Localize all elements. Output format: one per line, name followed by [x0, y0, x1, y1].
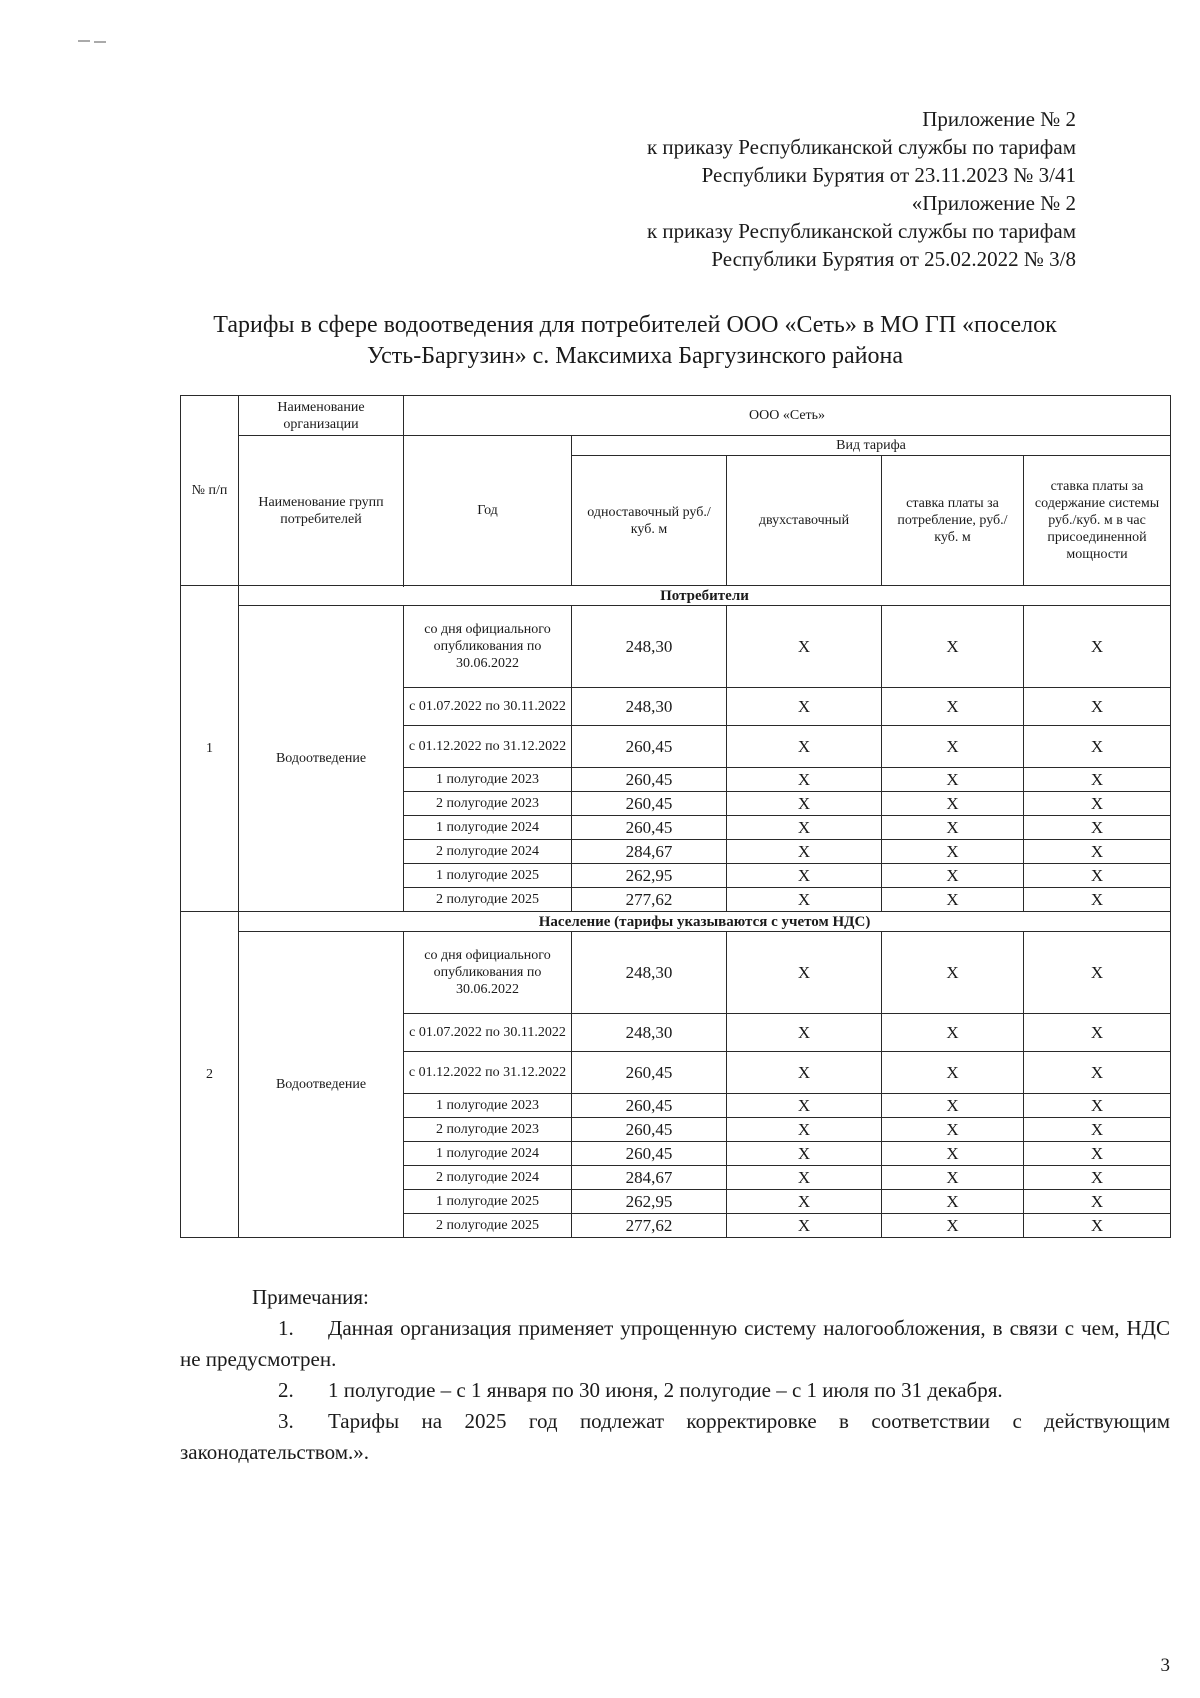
row-number: 1 [181, 586, 239, 912]
two-rate-cell: Х [727, 888, 882, 912]
single-rate-cell: 260,45 [572, 816, 727, 840]
maintenance-rate-cell: Х [1024, 1118, 1171, 1142]
period-cell: с 01.12.2022 по 31.12.2022 [404, 726, 572, 768]
consumption-rate-cell: Х [882, 688, 1024, 726]
table-row [181, 606, 1171, 688]
maintenance-rate-cell: Х [1024, 816, 1171, 840]
header-two-rate: двухставочный [727, 456, 882, 586]
page-number: 3 [1160, 1655, 1170, 1676]
maintenance-rate-cell: Х [1024, 888, 1171, 912]
maintenance-rate-cell: Х [1024, 864, 1171, 888]
header-year: Год [404, 436, 572, 586]
maintenance-rate-cell: Х [1024, 1052, 1171, 1094]
consumption-rate-cell: Х [882, 888, 1024, 912]
two-rate-cell: Х [727, 932, 882, 1014]
note-number: 1. [278, 1316, 294, 1340]
two-rate-cell: Х [727, 1094, 882, 1118]
single-rate-cell: 284,67 [572, 1166, 727, 1190]
period-cell: со дня официального опубликования по 30.06.2022 [404, 932, 572, 1014]
single-rate-cell: 262,95 [572, 864, 727, 888]
consumption-rate-cell: Х [882, 1142, 1024, 1166]
consumption-rate-cell: Х [882, 726, 1024, 768]
two-rate-cell: Х [727, 816, 882, 840]
header-consumption-rate: ставка платы за потребление, руб./ куб. м [882, 456, 1024, 586]
period-cell: 1 полугодие 2024 [404, 816, 572, 840]
table-row [181, 932, 1171, 1014]
consumption-rate-cell: Х [882, 840, 1024, 864]
maintenance-rate-cell: Х [1024, 1166, 1171, 1190]
period-cell: с 01.12.2022 по 31.12.2022 [404, 1052, 572, 1094]
two-rate-cell: Х [727, 840, 882, 864]
single-rate-cell: 260,45 [572, 792, 727, 816]
maintenance-rate-cell: Х [1024, 840, 1171, 864]
two-rate-cell: Х [727, 726, 882, 768]
period-cell: 1 полугодие 2023 [404, 1094, 572, 1118]
header-maintenance-rate: ставка платы за содержание системы руб./куб. м в час присоединенной мощности [1024, 456, 1171, 586]
consumption-rate-cell: Х [882, 816, 1024, 840]
maintenance-rate-cell: Х [1024, 1014, 1171, 1052]
two-rate-cell: Х [727, 606, 882, 688]
two-rate-cell: Х [727, 792, 882, 816]
note-text: Тарифы на 2025 год подлежат корректировке в соответствии с действующим законодательством.». [180, 1409, 1170, 1464]
two-rate-cell: Х [727, 1118, 882, 1142]
title-line-2: Усть-Баргузин» с. Максимиха Баргузинского района [367, 343, 903, 369]
single-rate-cell: 260,45 [572, 726, 727, 768]
consumption-rate-cell: Х [882, 792, 1024, 816]
document-title [170, 310, 1100, 372]
single-rate-cell: 277,62 [572, 1214, 727, 1238]
period-cell: со дня официального опубликования по 30.06.2022 [404, 606, 572, 688]
single-rate-cell: 248,30 [572, 1014, 727, 1052]
period-cell: 2 полугодие 2025 [404, 1214, 572, 1238]
single-rate-cell: 260,45 [572, 768, 727, 792]
note-number: 2. [278, 1378, 294, 1402]
consumption-rate-cell: Х [882, 1166, 1024, 1190]
header-line: к приказу Республиканской службы по тарифам [646, 219, 1076, 243]
period-cell: 2 полугодие 2023 [404, 1118, 572, 1142]
note-item [180, 1313, 1170, 1375]
consumption-rate-cell: Х [882, 1214, 1024, 1238]
consumption-rate-cell: Х [882, 1190, 1024, 1214]
period-cell: 2 полугодие 2024 [404, 1166, 572, 1190]
two-rate-cell: Х [727, 1166, 882, 1190]
single-rate-cell: 260,45 [572, 1118, 727, 1142]
single-rate-cell: 284,67 [572, 840, 727, 864]
maintenance-rate-cell: Х [1024, 1214, 1171, 1238]
period-cell: 1 полугодие 2025 [404, 1190, 572, 1214]
single-rate-cell: 277,62 [572, 888, 727, 912]
note-item [180, 1406, 1170, 1468]
section-title: Потребители [239, 586, 1171, 606]
period-cell: 2 полугодие 2024 [404, 840, 572, 864]
two-rate-cell: Х [727, 1014, 882, 1052]
period-cell: 1 полугодие 2025 [404, 864, 572, 888]
row-number: 2 [181, 912, 239, 1238]
period-cell: с 01.07.2022 по 30.11.2022 [404, 688, 572, 726]
maintenance-rate-cell: Х [1024, 1094, 1171, 1118]
single-rate-cell: 260,45 [572, 1052, 727, 1094]
maintenance-rate-cell: Х [1024, 688, 1171, 726]
period-cell: с 01.07.2022 по 30.11.2022 [404, 1014, 572, 1052]
period-cell: 1 полугодие 2023 [404, 768, 572, 792]
single-rate-cell: 248,30 [572, 606, 727, 688]
note-number: 3. [278, 1409, 294, 1433]
two-rate-cell: Х [727, 1190, 882, 1214]
maintenance-rate-cell: Х [1024, 1142, 1171, 1166]
maintenance-rate-cell: Х [1024, 932, 1171, 1014]
header-org-name: ООО «Сеть» [404, 396, 1171, 436]
maintenance-rate-cell: Х [1024, 606, 1171, 688]
appendix-header [647, 105, 1076, 273]
header-num: № п/п [181, 396, 239, 586]
header-line: Республики Бурятия от 25.02.2022 № 3/8 [711, 247, 1076, 271]
header-org-name-label: Наименование организации [239, 396, 404, 436]
consumer-group: Водоотведение [239, 606, 404, 912]
tariff-table [180, 395, 1171, 1238]
single-rate-cell: 262,95 [572, 1190, 727, 1214]
consumption-rate-cell: Х [882, 1094, 1024, 1118]
single-rate-cell: 248,30 [572, 932, 727, 1014]
header-line: к приказу Республиканской службы по тарифам [646, 135, 1076, 159]
header-group-label: Наименование групп потребителей [239, 436, 404, 586]
consumption-rate-cell: Х [882, 768, 1024, 792]
maintenance-rate-cell: Х [1024, 726, 1171, 768]
consumer-group: Водоотведение [239, 932, 404, 1238]
notes-section [180, 1282, 1170, 1468]
two-rate-cell: Х [727, 1142, 882, 1166]
header-line: Приложение № 2 [922, 107, 1076, 131]
header-line: «Приложение № 2 [911, 191, 1076, 215]
title-line-1: Тарифы в сфере водоотведения для потребителей ООО «Сеть» в МО ГП «поселок [213, 312, 1057, 338]
note-text: Данная организация применяет упрощенную систему налогообложения, в связи с чем, НДС не предусмотрен. [180, 1316, 1170, 1371]
header-tariff-type: Вид тарифа [572, 436, 1171, 456]
period-cell: 2 полугодие 2023 [404, 792, 572, 816]
section-title: Население (тарифы указываются с учетом НДС) [239, 912, 1171, 932]
consumption-rate-cell: Х [882, 864, 1024, 888]
two-rate-cell: Х [727, 1214, 882, 1238]
consumption-rate-cell: Х [882, 1014, 1024, 1052]
consumption-rate-cell: Х [882, 1052, 1024, 1094]
header-single-rate: одноставочный руб./ куб. м [572, 456, 727, 586]
consumption-rate-cell: Х [882, 1118, 1024, 1142]
note-text: 1 полугодие – с 1 января по 30 июня, 2 полугодие – с 1 июля по 31 декабря. [328, 1378, 1003, 1402]
consumption-rate-cell: Х [882, 606, 1024, 688]
two-rate-cell: Х [727, 768, 882, 792]
single-rate-cell: 260,45 [572, 1094, 727, 1118]
scan-artifact-mark [78, 38, 108, 44]
two-rate-cell: Х [727, 688, 882, 726]
single-rate-cell: 260,45 [572, 1142, 727, 1166]
period-cell: 1 полугодие 2024 [404, 1142, 572, 1166]
single-rate-cell: 248,30 [572, 688, 727, 726]
period-cell: 2 полугодие 2025 [404, 888, 572, 912]
maintenance-rate-cell: Х [1024, 1190, 1171, 1214]
consumption-rate-cell: Х [882, 932, 1024, 1014]
maintenance-rate-cell: Х [1024, 768, 1171, 792]
two-rate-cell: Х [727, 1052, 882, 1094]
notes-title: Примечания: [252, 1285, 369, 1309]
two-rate-cell: Х [727, 864, 882, 888]
note-item [180, 1375, 1170, 1406]
header-line: Республики Бурятия от 23.11.2023 № 3/41 [701, 163, 1076, 187]
maintenance-rate-cell: Х [1024, 792, 1171, 816]
